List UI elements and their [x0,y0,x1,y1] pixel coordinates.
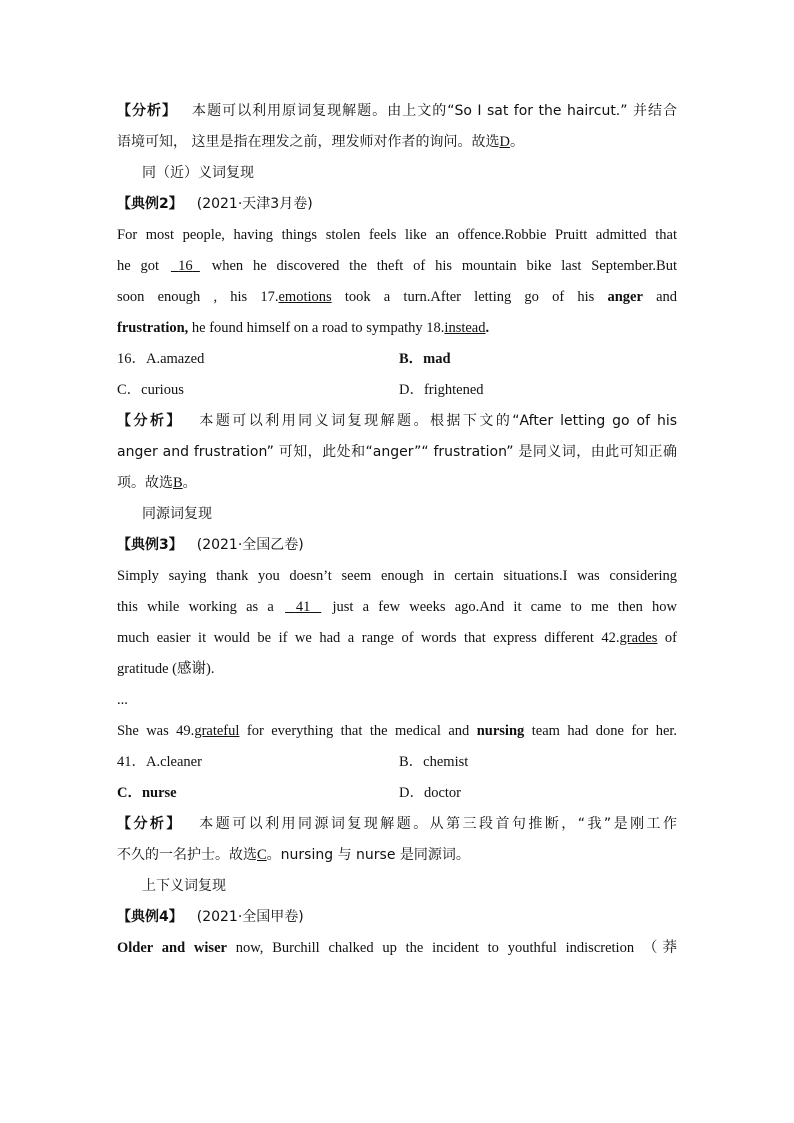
passage-text: soon enough , his 17. [117,289,279,305]
passage-text: took a turn.After letting go of his [344,289,595,305]
analysis-2-line-3 [117,468,677,499]
passage-text: for everything that the medical and [246,723,470,739]
example-3-line-2 [117,592,677,623]
analysis-text: 。nursing 与 nurse 是同源词。 [266,847,470,863]
analysis-text: 本题可以利用同源词复现解题。从第三段首句推断，“我”是刚工作 [196,816,677,832]
example-2-line-3 [117,282,677,313]
example-2-options-row-1 [117,344,677,375]
option-16-d: D．frightened [399,382,484,398]
passage-text: now, Burchill chalked up the incident to youthful indiscretion （莽 [235,940,677,956]
option-41-d: D．doctor [399,785,462,801]
blank-number: 16 [178,258,193,274]
example-source: (2021·天津3月卷) [196,196,313,212]
passage-text: . [485,320,490,336]
example-2-line-4 [117,313,677,344]
example-3-line-1: Simply saying thank you doesn’t seem enough in certain situations.I was considering [117,568,677,584]
option-16-b: B．mad [399,351,451,367]
blank-41 [283,592,323,623]
analysis-1-line-2 [117,127,677,158]
section-heading-cognate: 同源词复现 [142,506,212,522]
blank-16 [169,251,202,282]
analysis-text: 项。故选 [117,475,173,491]
example-2-options-row-2 [117,375,677,406]
answer-letter: D [499,134,510,150]
analysis-2-line-1 [117,406,677,437]
example-3-options-row-2 [117,778,677,809]
example-3-options-row-1 [117,747,677,778]
analysis-3-line-2 [117,840,677,871]
analysis-1-line-1 [117,96,677,127]
example-3-line-4: gratitude (感谢). [117,661,215,677]
bold-phrase-older-and-wiser: Older and wiser [117,940,227,956]
analysis-tag: 【分析】 [117,816,183,832]
passage-text: She was 49. [117,723,195,739]
analysis-text: 。 [509,134,524,150]
section-heading-hyponym: 上下义词复现 [142,878,226,894]
passage-text: and [656,289,677,305]
passage-text: he found himself on a road to sympathy 18. [191,320,445,336]
example-2-line-2 [117,251,677,282]
underlined-word-49: grateful [194,723,240,739]
bold-word-nursing: nursing [476,723,525,739]
underlined-word-17: emotions [278,289,332,305]
example-source: (2021·全国乙卷) [196,537,304,553]
answer-letter: C [257,847,267,863]
example-source: (2021·全国甲卷) [196,909,304,925]
example-tag: 【典例2】 [117,196,183,212]
passage-text: he got [117,258,160,274]
analysis-text: 语境可知， 这里是指在理发之前，理发师对作者的询问。故选 [117,134,500,150]
example-tag: 【典例4】 [117,909,183,925]
passage-text: much easier it would be if we had a range of words that express different 42. [117,630,620,646]
passage-text: of [664,630,677,646]
example-4-header [117,902,677,933]
analysis-2-line-2: anger and frustration” 可知，此处和“anger”“ frustration” 是同义词，由此可知正确 [117,444,677,460]
analysis-tag: 【分析】 [117,103,178,119]
example-2-header [117,189,677,220]
underlined-word-18: instead [444,320,486,336]
analysis-tag: 【分析】 [117,413,183,429]
analysis-text: 。 [182,475,197,491]
analysis-text: 本题可以利用同义词复现解题。根据下文的“After letting go of his [196,413,677,429]
analysis-text: 不久的一名护士。故选 [117,847,257,863]
option-41-a: 41．A.cleaner [117,754,202,770]
passage-text: just a few weeks ago.And it came to me then how [332,599,677,615]
example-3-header [117,530,677,561]
blank-number: 41 [295,599,311,615]
answer-letter: B [173,475,183,491]
example-3-ellipsis: ... [117,692,128,708]
example-4-line-1 [117,933,677,964]
example-2-line-1: For most people, having things stolen feels like an offence.Robbie Pruitt admitted that [117,227,677,243]
example-3-line-5 [117,716,677,747]
bold-word-anger: anger [607,289,643,305]
passage-text: when he discovered the theft of his mountain bike last September.But [211,258,677,274]
example-3-line-3 [117,623,677,654]
option-16-c: C．curious [117,382,184,398]
passage-text: team had done for her. [531,723,677,739]
option-16-a: 16．A.amazed [117,351,205,367]
section-heading-synonym: 同（近）义词复现 [142,165,254,181]
bold-word-frustration: frustration, [117,320,189,336]
analysis-text: 本题可以利用原词复现解题。由上文的“So I sat for the haircut.” 并结合 [191,103,677,119]
passage-text: this while working as a [117,599,274,615]
underlined-word-42: grades [619,630,658,646]
example-tag: 【典例3】 [117,537,183,553]
option-41-c: C．nurse [117,785,177,801]
option-41-b: B．chemist [399,754,469,770]
analysis-3-line-1 [117,809,677,840]
document-page [117,96,677,964]
